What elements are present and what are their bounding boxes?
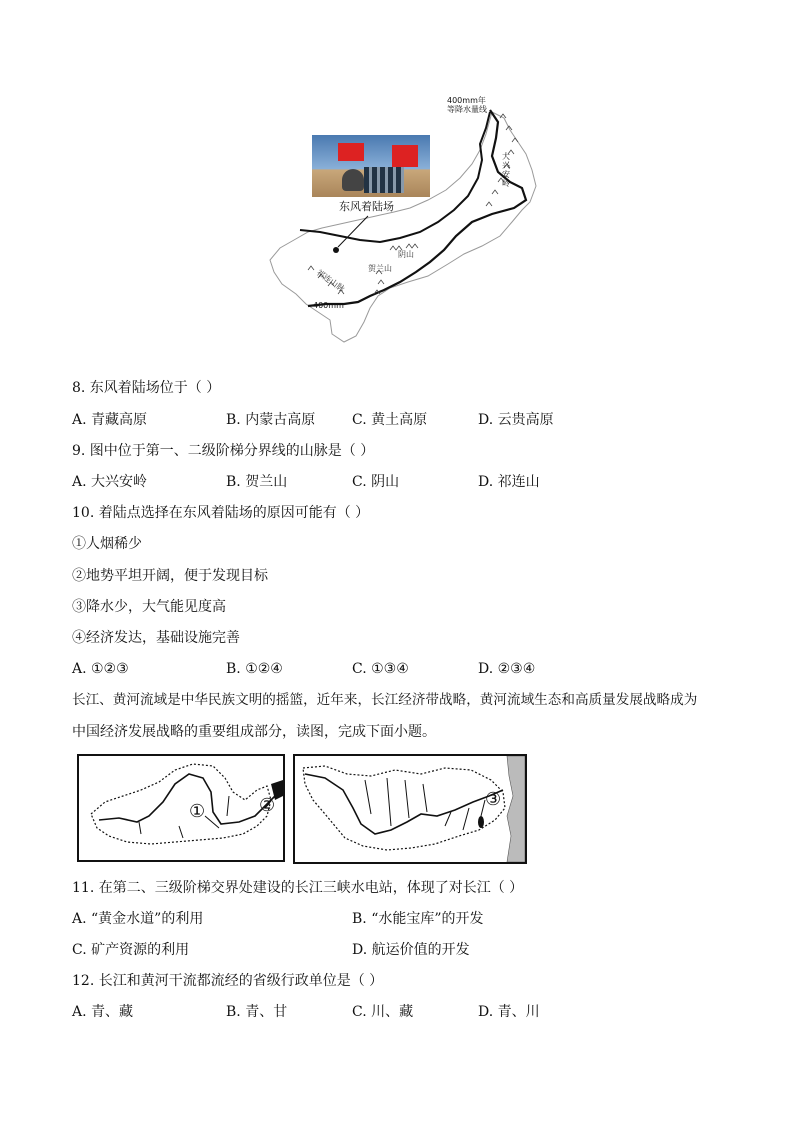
q11-option-b[interactable]: B. “水能宝库”的开发: [352, 911, 484, 927]
isoline-top-label-2: 等降水量线: [447, 105, 487, 114]
q10-statement-2: ②地势平坦开阔，便于发现目标: [72, 568, 268, 584]
marker-2: ②: [259, 795, 276, 816]
landing-photo: [312, 135, 430, 197]
q10-option-a[interactable]: A. ①②③: [72, 661, 129, 677]
q9-option-a[interactable]: A. 大兴安岭: [72, 474, 148, 490]
yellow-river-panel: [77, 754, 285, 862]
landing-site-marker: [333, 247, 339, 253]
inner-mongolia-map: [260, 90, 550, 350]
q9-option-b[interactable]: B. 贺兰山: [226, 474, 288, 490]
q11-stem: 11. 在第二、三级阶梯交界处建设的长江三峡水电站，体现了对长江（ ）: [72, 880, 524, 896]
q9-stem: 9. 图中位于第一、二级阶梯分界线的山脉是（ ）: [72, 443, 375, 459]
isoline-top-label-1: 400mm年: [447, 96, 486, 105]
q9-option-c[interactable]: C. 阴山: [352, 474, 400, 490]
people-group: [364, 167, 404, 193]
yinshan-label: 阴山: [398, 250, 414, 259]
marker-3: ③: [485, 789, 502, 810]
q12-option-c[interactable]: C. 川、藏: [352, 1004, 414, 1020]
yangtze-river-panel: [293, 754, 527, 864]
q10-statement-1: ①人烟稀少: [72, 536, 142, 552]
q12-option-a[interactable]: A. 青、藏: [72, 1004, 134, 1020]
q11-option-d[interactable]: D. 航运价值的开发: [352, 942, 470, 958]
yellow-river-main: [99, 774, 275, 824]
q12-option-b[interactable]: B. 青、甘: [226, 1004, 288, 1020]
q10-option-d[interactable]: D. ②③④: [478, 661, 536, 677]
q8-option-b[interactable]: B. 内蒙古高原: [226, 412, 316, 428]
q8-stem: 8. 东风着陆场位于（ ）: [72, 380, 221, 396]
q12-stem: 12. 长江和黄河干流都流经的省级行政单位是（ ）: [72, 973, 384, 989]
q10-option-c[interactable]: C. ①③④: [352, 661, 409, 677]
passage-line-1: 长江、黄河流域是中华民族文明的摇篮，近年来，长江经济带战略，黄河流域生态和高质量发展战略成为: [72, 692, 698, 708]
q12-option-d[interactable]: D. 青、川: [478, 1004, 540, 1020]
flag-icon: [338, 143, 364, 161]
yangtze-basin-boundary: [303, 766, 505, 850]
lake-icon: [478, 816, 484, 828]
marker-1: ①: [189, 801, 206, 822]
q10-stem: 10. 着陆点选择在东风着陆场的原因可能有（ ）: [72, 505, 370, 521]
q8-option-d[interactable]: D. 云贵高原: [478, 412, 554, 428]
banner-icon: [392, 145, 418, 167]
q10-statement-4: ④经济发达，基础设施完善: [72, 630, 240, 646]
q9-option-d[interactable]: D. 祁连山: [478, 474, 540, 490]
site-label: 东风着陆场: [339, 200, 394, 213]
q8-option-a[interactable]: A. 青藏高原: [72, 412, 148, 428]
q11-option-a[interactable]: A. “黄金水道”的利用: [72, 911, 204, 927]
qilianshan-label: 祁连山脉: [314, 268, 347, 294]
q10-statement-3: ③降水少，大气能见度高: [72, 599, 226, 615]
q10-option-b[interactable]: B. ①②④: [226, 661, 283, 677]
isoline-bottom-label: 400mm: [313, 301, 344, 310]
daxinganling-label: 大兴安岭: [502, 152, 510, 188]
capsule-icon: [342, 169, 364, 191]
passage-line-2: 中国经济发展战略的重要组成部分，读图，完成下面小题。: [72, 724, 436, 740]
coastline-hatching: [507, 756, 525, 862]
q11-option-c[interactable]: C. 矿产资源的利用: [72, 942, 190, 958]
q8-option-c[interactable]: C. 黄土高原: [352, 412, 428, 428]
helanshan-label: 贺兰山: [368, 264, 392, 273]
